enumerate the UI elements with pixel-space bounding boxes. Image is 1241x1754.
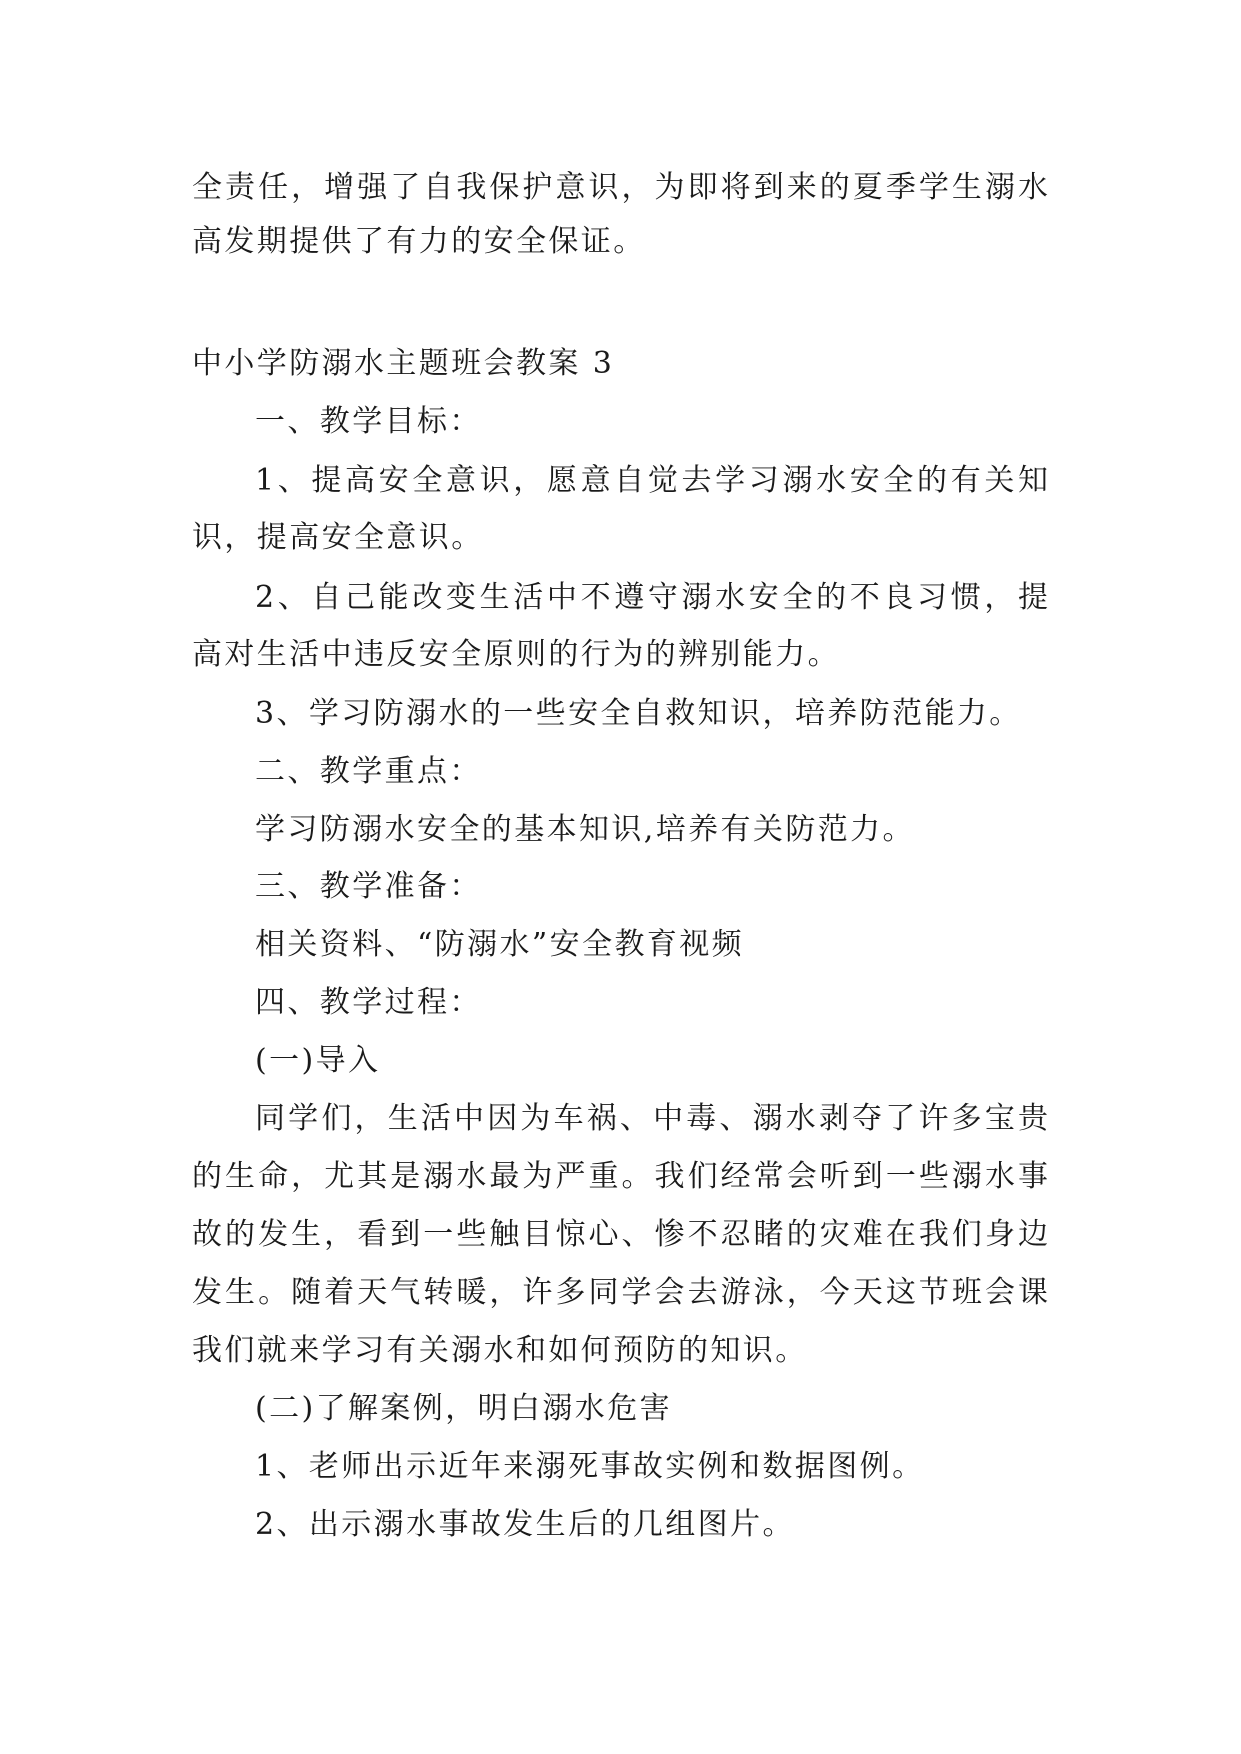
subheading-cases: (二)了解案例，明白溺水危害: [255, 1391, 673, 1426]
paragraph-continuation-line: 全责任，增强了自我保护意识，为即将到来的夏季学生溺水: [192, 170, 1048, 205]
objective-item: 1、提高安全意识，愿意自觉去学习溺水安全的有关知: [255, 463, 1048, 498]
case-item: 1、老师出示近年来溺死事故实例和数据图例。: [255, 1449, 925, 1484]
key-points-text: 学习防溺水安全的基本知识,培养有关防范力。: [255, 812, 915, 847]
body-paragraph-line: 发生。随着天气转暖，许多同学会去游泳，今天这节班会课: [192, 1275, 1048, 1310]
heading-objectives: 一、教学目标：: [255, 404, 482, 439]
objective-item-continuation: 高对生活中违反安全原则的行为的辨别能力。: [192, 637, 840, 672]
body-paragraph-line: 我们就来学习有关溺水和如何预防的知识。: [192, 1333, 808, 1368]
case-item: 2、出示溺水事故发生后的几组图片。: [255, 1507, 795, 1542]
preparation-text: 相关资料、“防溺水”安全教育视频: [255, 927, 745, 962]
heading-preparation: 三、教学准备：: [255, 869, 482, 904]
heading-key-points: 二、教学重点：: [255, 754, 482, 789]
objective-item: 2、自己能改变生活中不遵守溺水安全的不良习惯，提: [255, 580, 1048, 615]
objective-item-continuation: 识，提高安全意识。: [192, 520, 484, 555]
heading-process: 四、教学过程：: [255, 985, 482, 1020]
objective-item: 3、学习防溺水的一些安全自救知识，培养防范能力。: [255, 696, 1022, 731]
body-paragraph-line: 故的发生，看到一些触目惊心、惨不忍睹的灾难在我们身边: [192, 1217, 1048, 1252]
section-title: 中小学防溺水主题班会教案 3: [192, 346, 615, 381]
subheading-introduction: (一)导入: [255, 1043, 381, 1078]
body-paragraph-line: 的生命，尤其是溺水最为严重。我们经常会听到一些溺水事: [192, 1159, 1048, 1194]
paragraph-continuation-line: 高发期提供了有力的安全保证。: [192, 224, 646, 259]
body-paragraph-line: 同学们，生活中因为车祸、中毒、溺水剥夺了许多宝贵: [255, 1101, 1048, 1136]
